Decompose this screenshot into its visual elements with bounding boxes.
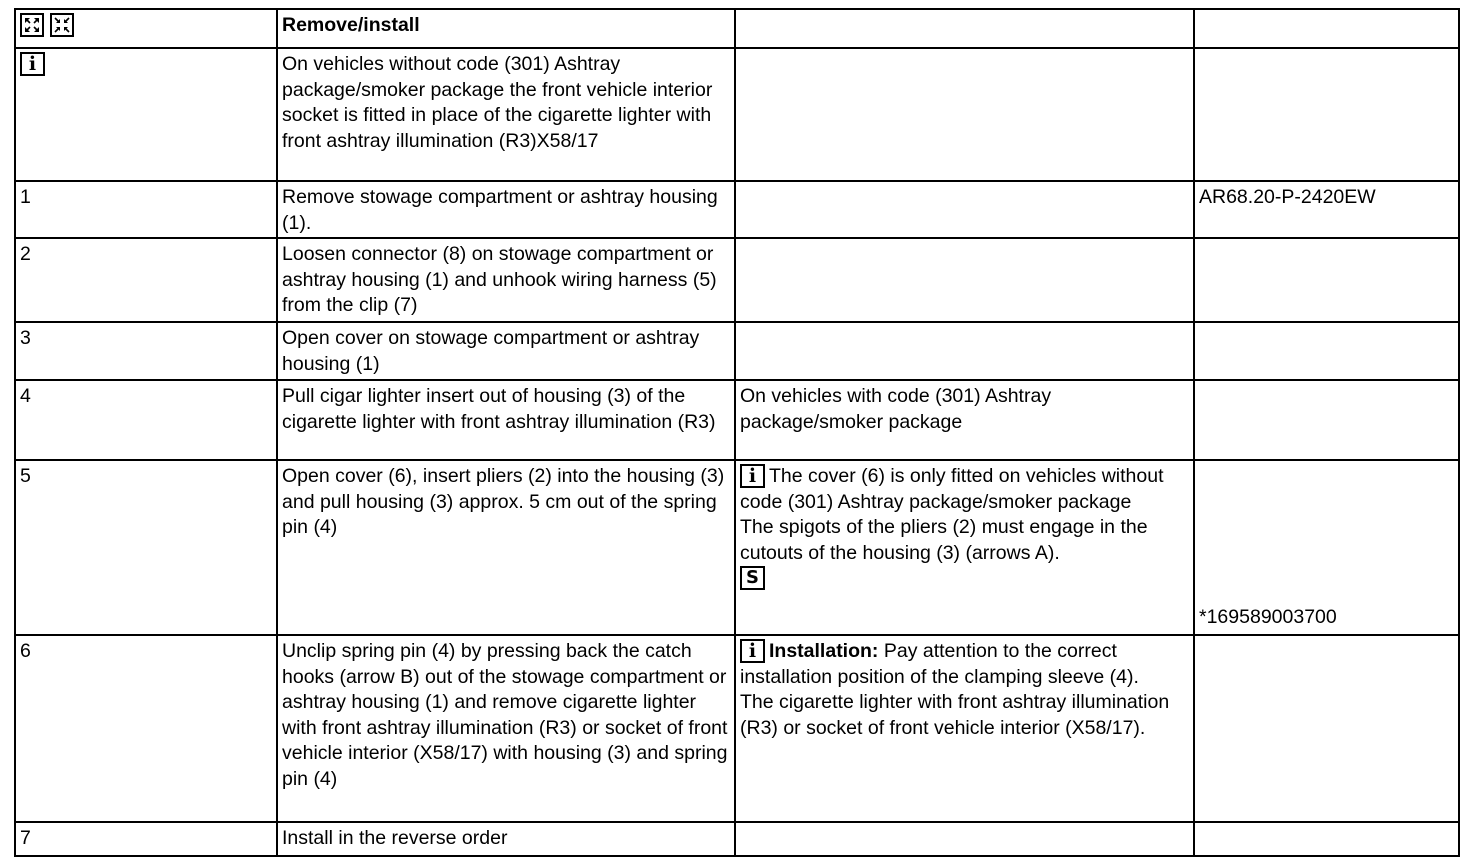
note-cell — [735, 822, 1194, 856]
action-cell: Unclip spring pin (4) by pressing back the catch hooks (arrow B) out of the stowage compartment or ashtray housing (1) and remove cigarette lighter with front ashtray illumination (R3) or socket of front vehicle interior (X58/17) with housing (3) and spring pin (4) — [277, 635, 735, 822]
header-empty-cell — [735, 9, 1194, 48]
reference-cell — [1194, 460, 1459, 635]
note-info-text: The cover (6) is only fitted on vehicles without code (301) Ashtray package/smoker package — [740, 465, 1164, 513]
table-row — [15, 238, 1459, 322]
step-number: 6 — [15, 635, 277, 822]
action-cell: On vehicles without code (301) Ashtray package/smoker package the front vehicle interior socket is fitted in place of the cigarette lighter with front ashtray illumination (R3)X58/17 — [277, 48, 735, 181]
step-cell — [15, 48, 277, 181]
action-cell: Remove stowage compartment or ashtray housing (1). — [277, 181, 735, 238]
note-cell — [735, 460, 1194, 635]
info-icon[interactable]: i — [20, 52, 45, 76]
note-cell — [735, 322, 1194, 380]
note-extra-text: The spigots of the pliers (2) must engage in the cutouts of the housing (3) (arrows A). — [740, 516, 1148, 564]
table-row — [15, 48, 1459, 181]
action-cell: Open cover on stowage compartment or ashtray housing (1) — [277, 322, 735, 380]
procedure-table — [14, 8, 1460, 857]
reference-cell — [1194, 48, 1459, 181]
step-number: 5 — [15, 460, 277, 635]
note-cell: On vehicles with code (301) Ashtray package/smoker package — [735, 380, 1194, 460]
step-number: 2 — [15, 238, 277, 322]
note-cell — [735, 635, 1194, 822]
table-row — [15, 322, 1459, 380]
action-cell: Loosen connector (8) on stowage compartment or ashtray housing (1) and unhook wiring harness (5) from the clip (7) — [277, 238, 735, 322]
reference-cell — [1194, 822, 1459, 856]
info-icon[interactable]: i — [740, 639, 765, 663]
table-row — [15, 460, 1459, 635]
special-tool-icon[interactable]: S — [740, 566, 765, 590]
header-icons-cell — [15, 9, 277, 48]
step-number: 7 — [15, 822, 277, 856]
reference-link[interactable]: AR68.20-P-2420EW — [1194, 181, 1459, 238]
expand-all-icon[interactable] — [20, 13, 44, 37]
table-row — [15, 380, 1459, 460]
table-row — [15, 635, 1459, 822]
action-cell: Open cover (6), insert pliers (2) into the housing (3) and pull housing (3) approx. 5 cm out of the spring pin (4) — [277, 460, 735, 635]
header-empty-cell — [1194, 9, 1459, 48]
step-number: 3 — [15, 322, 277, 380]
note-cell — [735, 181, 1194, 238]
action-cell: Pull cigar lighter insert out of housing (3) of the cigarette lighter with front ashtray illumination (R3) — [277, 380, 735, 460]
note-info-text: Pay attention to the correct installation position of the clamping sleeve (4). — [740, 640, 1139, 688]
table-header-row — [15, 9, 1459, 48]
step-number: 4 — [15, 380, 277, 460]
action-cell: Install in the reverse order — [277, 822, 735, 856]
table-row — [15, 822, 1459, 856]
note-extra-text: The cigarette lighter with front ashtray illumination (R3) or socket of front vehicle interior (X58/17). — [740, 691, 1170, 739]
reference-cell — [1194, 322, 1459, 380]
table-row — [15, 181, 1459, 238]
installation-label: Installation: — [769, 640, 879, 662]
header-title: Remove/install — [277, 9, 735, 48]
tool-number-link[interactable]: *169589003700 — [1199, 605, 1337, 628]
note-cell — [735, 48, 1194, 181]
note-cell — [735, 238, 1194, 322]
reference-cell — [1194, 635, 1459, 822]
collapse-all-icon[interactable] — [50, 13, 74, 37]
step-number: 1 — [15, 181, 277, 238]
reference-cell — [1194, 238, 1459, 322]
info-icon[interactable]: i — [740, 464, 765, 488]
reference-cell — [1194, 380, 1459, 460]
